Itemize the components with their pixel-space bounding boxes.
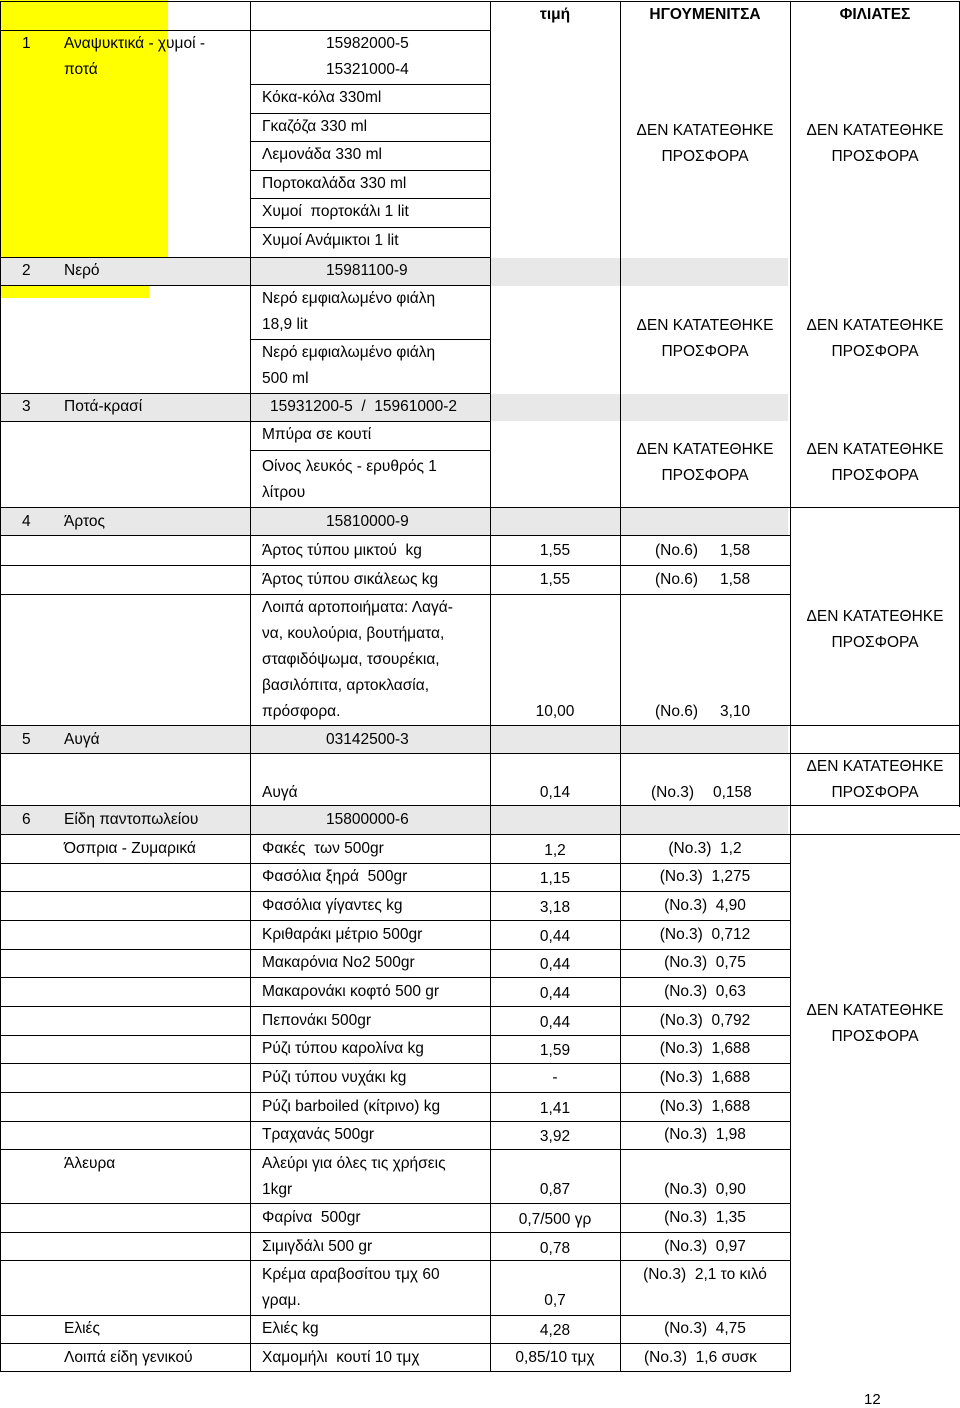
item-name: Αλεύρι για όλες τις χρήσεις (262, 1155, 446, 1172)
cpv-code: 15800000-6 (326, 811, 409, 828)
item-price: 0,44 (539, 985, 571, 1002)
offer-value: (Νο.3) 1,98 (664, 1126, 746, 1143)
item-price: 1,59 (539, 1042, 571, 1059)
item-name: πρόσφορα. (262, 703, 341, 720)
item-name: Λεμονάδα 330 ml (262, 146, 382, 163)
section-title: ποτά (64, 61, 98, 78)
item-name: γραμ. (262, 1292, 301, 1309)
highlight-cell (0, 159, 168, 187)
no-offer-text: ΔΕΝ ΚΑΤΑΤΕΘΗΚΕ (806, 1002, 944, 1019)
item-name: Νερό εμφιαλωμένο φιάλη (262, 344, 436, 361)
item-price: 0,78 (539, 1240, 571, 1257)
no-offer-text: ΠΡΟΣΦΟΡΑ (661, 343, 749, 360)
item-price: 1,15 (539, 870, 571, 887)
item-name: Φακές των 500gr (262, 840, 384, 857)
item-name: Χαμομήλι κουτί 10 τμχ (262, 1349, 420, 1366)
item-price: 1,55 (539, 571, 571, 588)
highlight-cell (0, 130, 168, 159)
item-price: 0,44 (539, 928, 571, 945)
offer-value: (Νο.3) 0,63 (664, 983, 746, 1000)
item-name: Ρύζι barboiled (κίτρινο) kg (262, 1098, 441, 1115)
offer-value: 1,58 (720, 542, 751, 559)
item-name: Μπύρα σε κουτί (262, 426, 372, 443)
no-offer-text: ΠΡΟΣΦΟΡΑ (831, 1028, 919, 1045)
item-name: Ελιές kg (262, 1320, 319, 1337)
item-name: Μακαρόνια Νο2 500gr (262, 954, 415, 971)
item-name: Σιμιγδάλι 500 gr (262, 1238, 373, 1255)
no-offer-text: ΔΕΝ ΚΑΤΑΤΕΘΗΚΕ (636, 317, 774, 334)
item-price: 0,85/10 τμχ (515, 1349, 595, 1366)
cpv-code: 15981100-9 (326, 262, 408, 279)
item-name: Φαρίνα 500gr (262, 1209, 361, 1226)
offer-value: 3,10 (720, 703, 751, 720)
section-number: 5 (22, 731, 31, 748)
item-name: Άρτος τύπου σικάλεως kg (262, 571, 439, 588)
highlight-cell (0, 187, 168, 215)
item-price: - (552, 1069, 558, 1086)
item-name: Νερό εμφιαλωμένο φιάλη (262, 290, 436, 307)
no-offer-text: ΔΕΝ ΚΑΤΑΤΕΘΗΚΕ (806, 122, 944, 139)
offer-value: (Νο.3) 0,75 (664, 954, 746, 971)
section-number: 3 (22, 398, 31, 415)
item-price: 10,00 (535, 703, 575, 720)
section-title: Αυγά (64, 731, 100, 748)
no-offer-text: ΠΡΟΣΦΟΡΑ (831, 148, 919, 165)
no-offer-text: ΔΕΝ ΚΑΤΑΤΕΘΗΚΕ (806, 758, 944, 775)
item-price: 1,41 (539, 1100, 571, 1117)
header-filiates: ΦΙΛΙΑΤΕΣ (839, 6, 911, 23)
offer-no: (Νο.6) (655, 542, 699, 559)
subcategory-label: Ελιές (64, 1320, 100, 1337)
offer-value: (Νο.3) 2,1 το κιλό (643, 1266, 767, 1283)
cpv-code: 03142500-3 (326, 731, 409, 748)
offer-value: (Νο.3) 1,2 (668, 840, 742, 857)
item-price: 4,28 (539, 1322, 571, 1339)
no-offer-text: ΠΡΟΣΦΟΡΑ (831, 343, 919, 360)
item-name: Αυγά (262, 784, 298, 801)
cpv-code: 15931200-5 / 15961000-2 (270, 398, 458, 415)
item-name: Γκαζόζα 330 ml (262, 118, 368, 135)
offer-value: (Νο.3) 1,35 (664, 1209, 746, 1226)
offer-value: (Νο.3) 1,688 (659, 1098, 751, 1115)
section-title: Άρτος (64, 513, 105, 530)
item-name: Λοιπά αρτοποιήματα: Λαγά- (262, 599, 453, 616)
item-price: 1,2 (544, 842, 566, 859)
offer-value: (Νο.3) 1,688 (659, 1069, 751, 1086)
no-offer-text: ΠΡΟΣΦΟΡΑ (831, 634, 919, 651)
item-name: Φασόλια ξηρά 500gr (262, 868, 408, 885)
item-price: 3,18 (539, 899, 571, 916)
section-number: 1 (22, 35, 31, 52)
offer-value: (Νο.3) 4,90 (664, 897, 746, 914)
section-title: Ποτά-κρασί (64, 398, 143, 415)
offer-no: (Νο.3) (651, 784, 695, 801)
item-name: να, κουλούρια, βουτήματα, (262, 625, 445, 642)
offer-value: (Νο.3) 0,90 (664, 1181, 746, 1198)
no-offer-text: ΔΕΝ ΚΑΤΑΤΕΘΗΚΕ (636, 122, 774, 139)
header-price: τιμή (539, 6, 571, 23)
section-title: Νερό (64, 262, 100, 279)
no-offer-text: ΔΕΝ ΚΑΤΑΤΕΘΗΚΕ (806, 441, 944, 458)
offer-value: 0,158 (713, 784, 752, 801)
offer-value: (Νο.3) 1,275 (659, 868, 751, 885)
offer-value: (Νο.3) 1,6 συσκ (644, 1349, 757, 1366)
item-price: 1,55 (539, 542, 571, 559)
no-offer-text: ΠΡΟΣΦΟΡΑ (831, 784, 919, 801)
item-price: 3,92 (539, 1128, 571, 1145)
section-number: 6 (22, 811, 31, 828)
item-name: Μακαρονάκι κοφτό 500 gr (262, 983, 440, 1000)
page-number: 12 (864, 1391, 881, 1408)
no-offer-text: ΔΕΝ ΚΑΤΑΤΕΘΗΚΕ (806, 317, 944, 334)
item-name: Κριθαράκι μέτριο 500gr (262, 926, 423, 943)
cpv-code: 15982000-5 (326, 35, 409, 52)
no-offer-text: ΔΕΝ ΚΑΤΑΤΕΘΗΚΕ (636, 441, 774, 458)
no-offer-text: ΔΕΝ ΚΑΤΑΤΕΘΗΚΕ (806, 608, 944, 625)
item-name: Πεπονάκι 500gr (262, 1012, 372, 1029)
item-name: Χυμοί πορτοκάλι 1 lit (262, 203, 409, 220)
offer-value: (Νο.3) 0,97 (664, 1238, 746, 1255)
no-offer-text: ΠΡΟΣΦΟΡΑ (661, 467, 749, 484)
section-number: 4 (22, 513, 31, 530)
header-hegoumenitsa: ΗΓΟΥΜΕΝΙΤΣΑ (649, 6, 761, 23)
offer-no: (Νο.6) (655, 571, 699, 588)
offer-no: (Νο.6) (655, 703, 699, 720)
item-price: 0,44 (539, 1014, 571, 1031)
item-name: Τραχανάς 500gr (262, 1126, 375, 1143)
item-price: 0,7 (544, 1292, 566, 1309)
item-name: Πορτοκαλάδα 330 ml (262, 175, 407, 192)
item-name: Φασόλια γίγαντες kg (262, 897, 403, 914)
cpv-code: 15321000-4 (326, 61, 409, 78)
item-name: Οίνος λευκός - ερυθρός 1 (262, 458, 437, 475)
subcategory-label: Όσπρια - Ζυμαρικά (64, 840, 196, 857)
item-name: Κόκα-κόλα 330ml (262, 89, 382, 106)
item-name: Ρύζι τύπου καρολίνα kg (262, 1040, 424, 1057)
offer-value: 1,58 (720, 571, 751, 588)
item-name: Χυμοί Ανάμικτοι 1 lit (262, 232, 399, 249)
offer-value: (Νο.3) 1,688 (659, 1040, 751, 1057)
item-name: 1kgr (262, 1181, 293, 1198)
subcategory-label: Λοιπά είδη γενικού (64, 1349, 193, 1366)
cpv-code: 15810000-9 (326, 513, 409, 530)
offer-value: (Νο.3) 4,75 (664, 1320, 746, 1337)
item-name: σταφιδόψωμα, τσουρέκια, (262, 651, 440, 668)
item-price: 0,87 (539, 1181, 571, 1198)
subcategory-label: Άλευρα (64, 1155, 116, 1172)
no-offer-text: ΠΡΟΣΦΟΡΑ (831, 467, 919, 484)
section-number: 2 (22, 262, 31, 279)
item-price: 0,7/500 γρ (518, 1211, 592, 1228)
item-price: 0,14 (539, 784, 571, 801)
item-name: βασιλόπιτα, αρτοκλασία, (262, 677, 430, 694)
section-title: Αναψυκτικά - χυμοί - (64, 35, 205, 52)
item-name: Ρύζι τύπου νυχάκι kg (262, 1069, 407, 1086)
offer-value: (Νο.3) 0,792 (659, 1012, 751, 1029)
item-name: λίτρου (262, 484, 306, 501)
item-name: Άρτος τύπου μικτού kg (262, 542, 422, 559)
item-name: 18,9 lit (262, 316, 308, 333)
item-price: 0,44 (539, 956, 571, 973)
offer-value: (Νο.3) 0,712 (659, 926, 751, 943)
no-offer-text: ΠΡΟΣΦΟΡΑ (661, 148, 749, 165)
section-title: Είδη παντοπωλείου (64, 811, 199, 828)
item-name: Κρέμα αραβοσίτου τμχ 60 (262, 1266, 440, 1283)
item-name: 500 ml (262, 370, 309, 387)
